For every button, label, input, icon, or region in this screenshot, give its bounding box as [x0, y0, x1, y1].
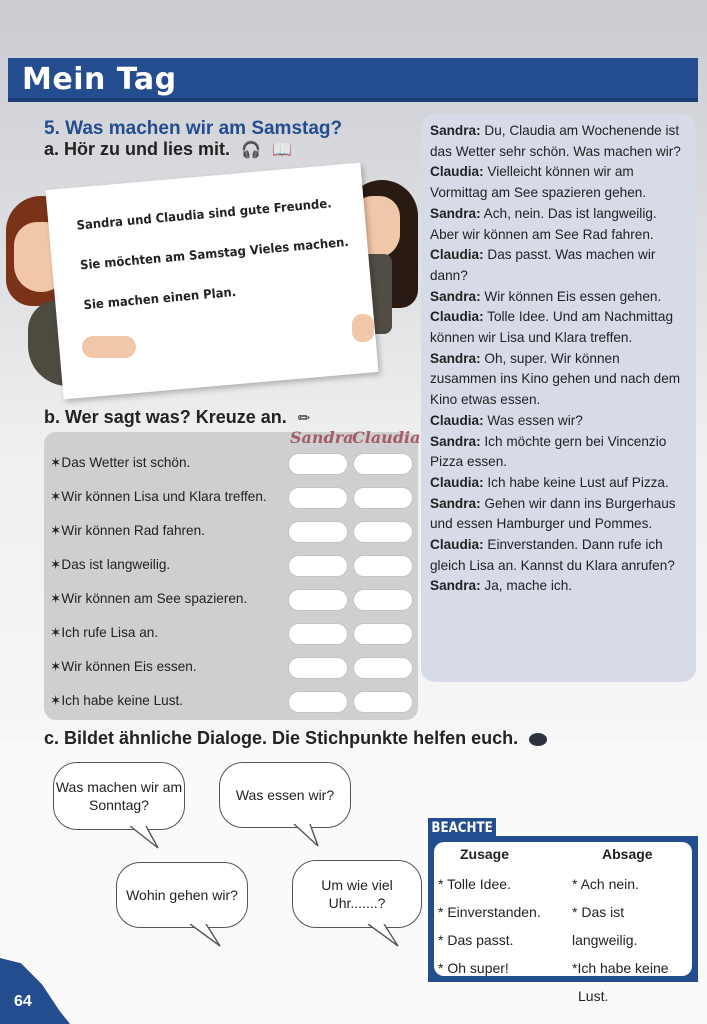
speech-bubble-4-text: Um wie viel Uhr.......? — [321, 877, 393, 911]
speech-bubble-2-tail — [292, 824, 332, 848]
dialogue-line — [430, 473, 688, 494]
title-bar — [8, 58, 698, 102]
task-b-label: b. Wer sagt was? Kreuze an. — [44, 407, 287, 427]
task-b-heading — [44, 407, 310, 428]
dialogue-line — [430, 121, 688, 162]
checkbox-sandra[interactable] — [288, 555, 348, 577]
dialogue-speaker: Claudia: — [430, 474, 484, 490]
dialogue-text: Wir können Eis essen gehen. — [484, 288, 662, 304]
speech-bubble-2 — [219, 762, 351, 828]
dialogue-speaker: Claudia: — [430, 247, 484, 263]
checkbox-claudia[interactable] — [353, 657, 413, 679]
dialogue-text: Ja, mache ich. — [484, 578, 573, 594]
checkbox-sandra[interactable] — [288, 453, 348, 475]
task-a-heading — [44, 139, 292, 160]
checklist-row-label: ✶Ich rufe Lisa an. — [50, 625, 159, 640]
speech-bubble-2-text: Was essen wir? — [235, 787, 335, 803]
checklist-row-label: ✶Das Wetter ist schön. — [50, 455, 191, 470]
speech-bubble-1 — [53, 762, 185, 830]
dialogue-line — [430, 162, 688, 203]
beachte-label: BEACHTE — [428, 818, 496, 838]
dialogue-line — [430, 245, 688, 286]
book-icon: 📖 — [271, 142, 292, 160]
beachte-inner — [434, 842, 692, 1004]
checkbox-sandra[interactable] — [288, 589, 348, 611]
speech-bubble-3-tail — [188, 924, 228, 948]
speech-bubble-3-text: Wohin gehen wir? — [126, 887, 238, 903]
girl-left-hand — [82, 336, 136, 358]
dialogue-text: Oh, super. Wir können zusammen ins Kino gehen und nach dem Kino etwas essen. — [430, 350, 681, 408]
dialogue-speaker: Sandra: — [430, 495, 481, 511]
absage-item-2: * Das ist langweilig. — [572, 904, 638, 948]
section-heading: 5. Was machen wir am Samstag? — [44, 118, 343, 139]
dialogue-text: Tolle Idee. Und am Nachmittag können wir Lisa und Klara treffen. — [430, 309, 674, 346]
board-line-3: Sie machen einen Plan. — [82, 283, 237, 313]
checkbox-claudia[interactable] — [353, 623, 413, 645]
dialogue-speaker: Claudia: — [430, 412, 484, 428]
dialogue-speaker: Claudia: — [430, 309, 484, 325]
absage-item-1: * Ach nein. — [572, 876, 639, 892]
pencil-icon: ✏ — [297, 410, 311, 427]
dialogue-text: Gehen wir dann ins Burgerhaus und essen Hamburger und Pommes. — [430, 495, 676, 532]
zusage-item-2: * Einverstanden. — [438, 904, 541, 920]
dialogue-text: Das passt. Was machen wir dann? — [430, 247, 656, 283]
speech-bubble-1-tail — [128, 826, 168, 850]
dialogue-line — [430, 204, 688, 245]
dialogue-panel — [421, 114, 696, 682]
beachte-box — [428, 836, 698, 1004]
checkbox-claudia[interactable] — [353, 487, 413, 509]
dialogue-text: Du, Claudia am Wochenende ist das Wetter sehr schön. Was machen wir? — [430, 123, 681, 159]
dialogue-text: Ach, nein. Das ist langweilig. Aber wir können am See Rad fahren. — [430, 205, 657, 242]
task-c-label: c. Bildet ähnliche Dialoge. Die Stichpunkte helfen euch. — [44, 728, 519, 748]
dialogue-speaker: Sandra: — [430, 433, 481, 449]
checkbox-sandra[interactable] — [288, 487, 348, 509]
board-line-1: Sandra und Claudia sind gute Freunde. — [75, 195, 333, 233]
dialogue-speaker: Claudia: — [430, 164, 484, 180]
checkbox-sandra[interactable] — [288, 521, 348, 543]
dialogue-speaker: Sandra: — [430, 350, 481, 366]
zusage-header: Zusage — [460, 846, 510, 862]
info-board — [45, 163, 378, 400]
absage-item-4: Lust. — [578, 988, 609, 1004]
page-title: Mein Tag — [22, 62, 177, 97]
dialogue-line — [430, 494, 688, 535]
dialogue-text: Was essen wir? — [487, 412, 583, 428]
speech-bubble-4-tail — [366, 924, 406, 948]
column-header-claudia: Claudia — [352, 428, 421, 447]
checklist-row-label: ✶Ich habe keine Lust. — [50, 693, 184, 708]
checklist-row-label: ✶Das ist langweilig. — [50, 557, 171, 572]
absage-item-3: *Ich habe keine — [572, 960, 669, 976]
checklist-row-label: ✶Wir können Eis essen. — [50, 659, 197, 674]
zusage-item-1: * Tolle Idee. — [438, 876, 511, 892]
dialogue-text: Vielleicht können wir am Vormittag am See spazieren gehen. — [430, 164, 647, 201]
checklist-row-label: ✶Wir können Lisa und Klara treffen. — [50, 489, 267, 504]
checklist-row-label: ✶Wir können am See spazieren. — [50, 591, 248, 606]
column-header-sandra: Sandra — [290, 428, 354, 447]
zusage-item-4: * Oh super! — [438, 960, 509, 976]
absage-header: Absage — [602, 846, 653, 862]
speech-bubble-icon — [529, 733, 547, 746]
checkbox-sandra[interactable] — [288, 657, 348, 679]
dialogue-line — [430, 411, 688, 432]
dialogue-line — [430, 349, 688, 411]
speech-bubble-4 — [292, 860, 422, 928]
zusage-column — [438, 846, 541, 982]
girl-right-hand — [352, 314, 374, 342]
dialogue-speaker: Claudia: — [430, 537, 484, 553]
page-number: 64 — [14, 993, 32, 1010]
dialogue-line — [430, 535, 688, 576]
absage-column — [572, 846, 692, 1010]
checkbox-sandra[interactable] — [288, 691, 348, 713]
dialogue-speaker: Sandra: — [430, 288, 481, 304]
dialogue-line — [430, 432, 688, 473]
checkbox-claudia[interactable] — [353, 555, 413, 577]
dialogue-speaker: Sandra: — [430, 578, 481, 594]
checklist-row-label: ✶Wir können Rad fahren. — [50, 523, 205, 538]
dialogue-line — [430, 287, 688, 308]
checkbox-sandra[interactable] — [288, 623, 348, 645]
dialogue-line — [430, 307, 688, 348]
task-a-label: a. Hör zu und lies mit. — [44, 139, 231, 159]
zusage-item-3: * Das passt. — [438, 932, 514, 948]
page-corner-decoration — [0, 958, 70, 1024]
dialogue-speaker: Sandra: — [430, 123, 481, 138]
checkbox-claudia[interactable] — [353, 589, 413, 611]
dialogue-text: Ich möchte gern bei Vincenzio Pizza essen. — [430, 433, 667, 470]
speech-bubble-1-text: Was machen wir am Sonntag? — [55, 779, 183, 813]
speech-bubble-3 — [116, 862, 248, 928]
task-c-heading — [44, 728, 547, 749]
headphones-icon: 🎧 — [241, 142, 261, 160]
dialogue-text: Einverstanden. Dann rufe ich gleich Lisa an. Kannst du Klara anrufen? — [430, 537, 675, 573]
dialogue-text: Ich habe keine Lust auf Pizza. — [487, 474, 669, 490]
dialogue-line — [430, 576, 688, 597]
checkbox-claudia[interactable] — [353, 691, 413, 713]
checkbox-claudia[interactable] — [353, 521, 413, 543]
checkbox-claudia[interactable] — [353, 453, 413, 475]
board-line-2: Sie möchten am Samstag Vieles machen. — [79, 233, 350, 273]
dialogue-speaker: Sandra: — [430, 205, 481, 221]
